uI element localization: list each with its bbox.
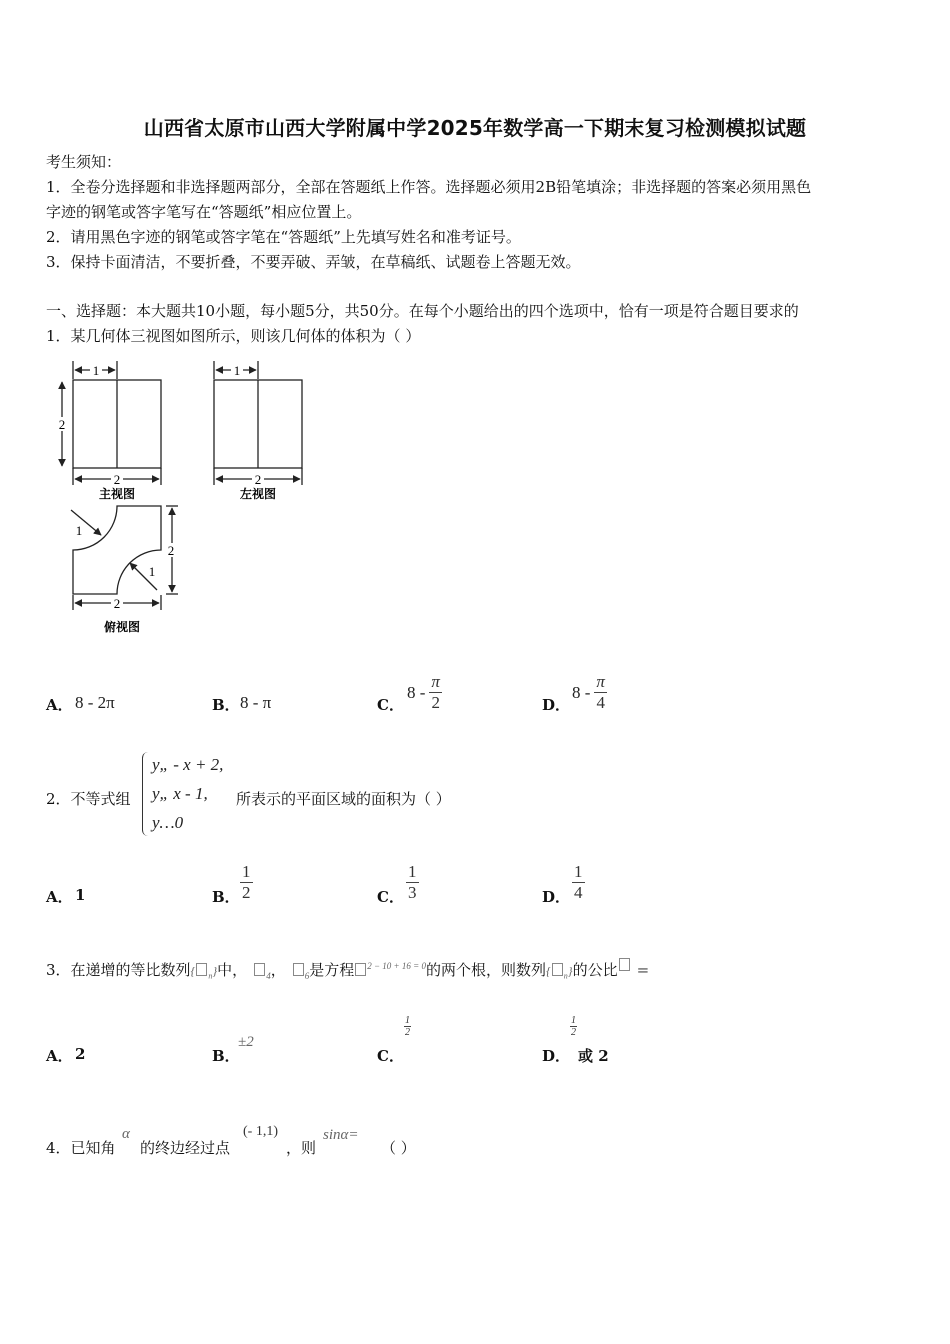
q3-t6: 的公比 (572, 960, 618, 979)
q2-option-b-fraction (240, 862, 253, 903)
q3-d-num: 1 (571, 1015, 576, 1026)
q4-point: (- 1,1) (243, 1124, 278, 1139)
q3-option-b-value: ±2 (238, 1034, 254, 1050)
q2-b-num: 1 (242, 862, 251, 881)
q3-option-c-label: C． (377, 1047, 404, 1065)
q3-option-a-value: 2 (75, 1045, 86, 1063)
q1-option-a-label: A． (46, 696, 73, 714)
q3-a4-sub: 4 (266, 970, 271, 981)
front-dim-left: 2 (58, 417, 66, 432)
top-dim-arc-right: 1 (148, 564, 156, 579)
q3-seq-1: { $_n$} (190, 963, 218, 981)
q3-t7: = (636, 960, 650, 979)
question-3-text (46, 956, 649, 986)
question-1-text: 1．某几何体三视图如图所示，则该几何体的体积为（ ） (46, 327, 421, 345)
q2-option-a-value: 1 (75, 886, 86, 904)
question-2-suffix: 所表示的平面区域的面积为（ ） (236, 790, 451, 808)
question-4-t3: ，则 (286, 1139, 317, 1157)
q3-t4: 是方程 (309, 960, 355, 979)
q3-option-d-suffix: 或 2 (578, 1047, 609, 1065)
q3-equation (354, 956, 426, 982)
q3-option-a-label: A． (46, 1047, 73, 1065)
q3-t1: 3．在递增的等比数列 (46, 960, 191, 979)
q3-a4 (253, 961, 271, 986)
page-title: 山西省太原市山西大学附属中学2025年数学高一下期末复习检测模拟试题 (143, 116, 807, 140)
three-view-figure (50, 355, 320, 645)
front-dim-top: 1 (92, 363, 100, 378)
q1-c-fraction (429, 672, 442, 713)
q3-option-d-fraction (570, 1015, 577, 1038)
q3-seq-2: { $_n$} (545, 963, 573, 981)
q1-c-den: 2 (431, 693, 440, 712)
front-view-label: 主视图 (98, 487, 136, 501)
notice-item-1b: 字迹的钢笔或答字笔写在“答题纸”相应位置上。 (46, 203, 362, 221)
q3-eq-text: 2 − 10 + 16 = 0 (367, 961, 426, 971)
q3-t5: 的两个根，则数列 (425, 960, 546, 979)
q1-c-prefix: 8 - (407, 682, 426, 702)
q4-alpha: α (122, 1126, 130, 1142)
q2-ineq-3: y…0 (152, 813, 184, 832)
side-dim-bottom: 2 (254, 472, 262, 487)
top-dim-arc-left: 1 (75, 523, 83, 538)
q3-option-d-label: D． (542, 1047, 571, 1065)
q1-option-b-value: 8 - π (240, 693, 272, 712)
q3-d-den: 2 (571, 1027, 576, 1038)
q1-option-b-label: B． (212, 696, 240, 714)
notice-heading: 考生须知： (46, 153, 122, 171)
q3-c-den: 2 (405, 1027, 410, 1038)
question-4-t2: 的终边经过点 (140, 1139, 231, 1157)
section-heading: 一、选择题：本大题共10小题，每小题5分，共50分。在每个小题给出的四个选项中，恰有一项是符合题目要求的 (46, 302, 799, 320)
side-dim-top: 1 (233, 363, 241, 378)
q1-option-d-value (572, 672, 607, 713)
q3-t3: ， (270, 960, 286, 979)
question-4-t4: （ ） (381, 1139, 416, 1157)
q1-option-c-value (407, 672, 442, 713)
q3-option-c-fraction (404, 1015, 411, 1038)
q2-ineq-2: y„ x - 1, (152, 784, 208, 803)
top-view (71, 506, 178, 610)
q3-a6 (292, 961, 310, 986)
q3-a6-sub: 6 (304, 970, 310, 981)
q2-d-den: 4 (574, 883, 583, 902)
q1-option-a-value: 8 - 2π (75, 693, 115, 712)
question-2-prefix: 2．不等式组 (46, 790, 131, 808)
q1-option-c-label: C． (377, 696, 404, 714)
q1-d-fraction (594, 672, 607, 713)
q2-c-num: 1 (408, 862, 417, 881)
front-view (62, 361, 161, 485)
q4-sin: sinα= (323, 1127, 359, 1143)
q2-b-den: 2 (242, 883, 251, 902)
q2-c-den: 3 (408, 883, 417, 902)
q2-option-a-label: A． (46, 888, 73, 906)
q1-d-num: π (596, 672, 605, 691)
front-dim-bottom: 2 (113, 472, 121, 487)
top-dim-bottom: 2 (113, 596, 121, 611)
q2-d-num: 1 (574, 862, 583, 881)
notice-item-1a: 1．全卷分选择题和非选择题两部分，全部在答题纸上作答。选择题必须用2B铅笔填涂；非选择题的答案必须用黑色 (46, 178, 812, 196)
q3-q-box (618, 958, 631, 981)
q2-option-d-label: D． (542, 888, 571, 906)
top-dim-right: 2 (167, 543, 175, 558)
q2-option-c-fraction (406, 862, 419, 903)
top-view-label: 俯视图 (103, 620, 141, 634)
q1-c-num: π (431, 672, 440, 691)
q3-t2: 中， (217, 960, 248, 979)
q1-option-d-label: D． (542, 696, 571, 714)
side-view (214, 361, 302, 485)
q3-c-num: 1 (405, 1015, 410, 1026)
notice-item-2: 2．请用黑色字迹的钢笔或答字笔在“答题纸”上先填写姓名和准考证号。 (46, 228, 521, 246)
q1-d-den: 4 (596, 693, 605, 712)
side-view-label: 左视图 (239, 487, 277, 501)
q2-option-b-label: B． (212, 888, 240, 906)
q2-ineq-1: y„ - x + 2, (152, 755, 224, 774)
q3-option-b-label: B． (212, 1047, 240, 1065)
q2-option-d-fraction (572, 862, 585, 903)
q1-d-prefix: 8 - (572, 682, 591, 702)
q2-option-c-label: C． (377, 888, 404, 906)
question-4-t1: 4．已知角 (46, 1139, 116, 1157)
notice-item-3: 3．保持卡面清洁，不要折叠，不要弄破、弄皱，在草稿纸、试题卷上答题无效。 (46, 253, 581, 271)
